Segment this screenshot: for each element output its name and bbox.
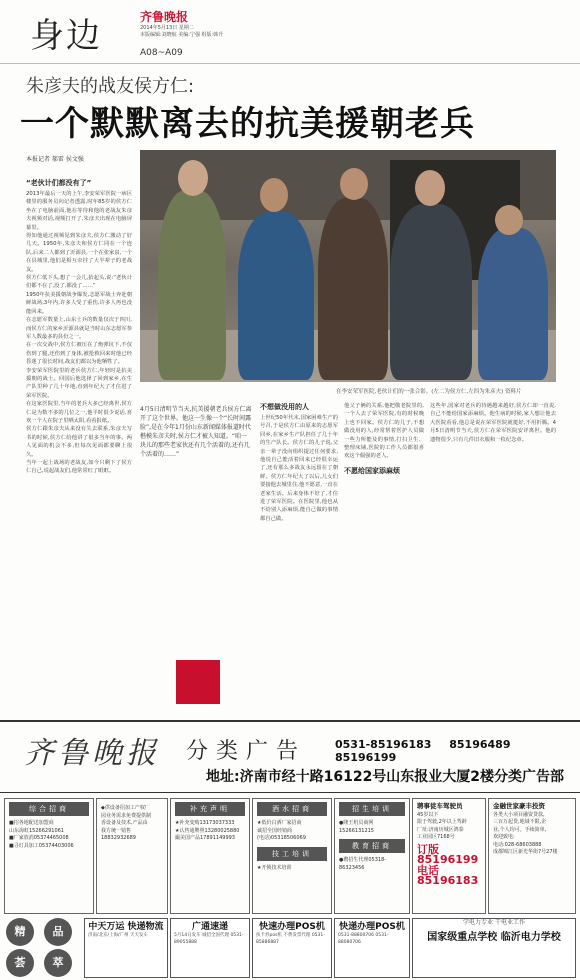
ad-line: 18832932689	[101, 835, 136, 841]
photo-person	[390, 204, 472, 380]
ad-box-liquor	[252, 798, 332, 914]
photo-face	[178, 160, 208, 196]
ad-text	[5, 819, 93, 851]
order-phone-1: 85196199	[417, 853, 479, 866]
photo-person	[478, 228, 548, 380]
ad-text: 学电力专业 干电业工作	[463, 919, 525, 926]
page-numbers: A08~A09	[140, 48, 183, 58]
ad-line: ●聘招生代理05318-86323456	[339, 857, 387, 871]
ad-line: 三百万起贷,地域不限,企	[493, 819, 547, 825]
ad-title: 中天万运 快递物流	[88, 922, 164, 932]
bottom-ad-pos-2	[334, 918, 410, 978]
ad-line: 山东海虹15266291061	[9, 827, 64, 834]
paragraph: 在一次交战中,侯方仁被压在了炮弹坑下,不仅伤到了腿,还伤到了身体,被抢救回来时他已经昏迷了很长时间,战友们都以为他牺牲了。	[26, 342, 132, 366]
ad-tag: 综合招商	[9, 802, 89, 816]
photo-face	[415, 170, 445, 206]
ad-line: 欢迎致电:	[493, 834, 515, 840]
article-column-3: 上世纪50年代末,国家困难生产的号召,于是侯方仁由原来的志愿军回乡,在家乡生产队担任了几十年的生产队长。侯方仁的儿子说,父亲一辈子没向组织提过任何要求,他说自己能活着回来已经很幸运了,还有那么多战友永远留在了朝鲜。侯方仁年纪大了以后,儿女们要接他去城里住,他不愿意,一直在老家生活。后来身体不好了,才住进了荣军医院。在医院里,他也从不给别人添麻烦,能自己做的事情都自己做。	[260, 415, 338, 522]
classifieds-address: 地址:济南市经十路16122号山东报业大厦2楼分类广告部	[206, 769, 565, 785]
section-heading-3: 不愿给国家添麻烦	[344, 466, 400, 475]
ad-title: 快速办理POS机	[259, 922, 325, 932]
article-byline: 本报记者 郝雷 侯文强	[26, 156, 84, 163]
ad-line: 各类大小项目融资贷款,	[493, 811, 545, 818]
ad-title: 国家级重点学校 临沂电力学校	[427, 931, 561, 943]
order-phone-2: 85196183	[417, 874, 479, 887]
article-column-5: 这些年,国家对老兵的待遇越来越好,侯方仁却一直说,自己不能给国家添麻烦。他生病的时候,家人想让他去大医院看看,他总是说在荣军医院就挺好,不用折腾。4月5日清明节当天,侯方仁在荣军医院安详离世。他的遗物很少,只有几件旧衣服和一枚纪念章。	[430, 403, 556, 443]
paragraph: 李安荣军医院里的老兵侯方仁,年轻时是抗美援朝的战士。回国后他选择了回到家乡,在生产队里种了几十年地,直到年纪大了才住进了荣军医院。	[26, 367, 132, 399]
order-label: 订版	[417, 842, 439, 856]
section-heading-1: “老伙计们都没有了”	[26, 179, 92, 187]
ad-title: 快递办理POS机	[339, 922, 405, 932]
badge-char: 品	[44, 918, 72, 946]
pull-quote: 4月5日清明节当天,抗美援朝老兵侯方仁离开了这个世界。他这一生像一个“长时间露脸”,是在今年1月份山东新闻媒体报道时代楷模朱彦夫时,侯方仁才被人知道。“咱一块儿的那些老家伙还有几个活着的,还有几个活着的……”	[140, 406, 252, 458]
ad-line: ★认售通牌照13280025880	[175, 827, 240, 834]
ad-title: 广通速递	[191, 922, 228, 932]
bottom-ad-school	[412, 918, 576, 978]
ad-box-processing	[96, 798, 168, 914]
ad-line: 业,个人均可。手续简单,	[493, 826, 547, 833]
badge-char: 萃	[44, 949, 72, 977]
ad-line: ■招各地配送加盟商	[9, 820, 54, 826]
bottom-ad-pos-1	[252, 918, 332, 978]
ad-line: 我方统一销售	[101, 827, 132, 834]
ad-tag: 招生培训	[339, 802, 405, 816]
article-column-4	[344, 402, 424, 702]
issue-meta	[140, 25, 223, 39]
ad-line: 电话:028-68603888	[493, 841, 542, 848]
ad-line: ◆供设备招加工产权厂	[101, 805, 150, 811]
issue-date: 2014年5月13日 星期二	[140, 25, 194, 31]
article-subhead: 朱彦夫的战友侯方仁:	[26, 76, 195, 97]
ad-text: 0531-88800706 0531-88080706	[338, 933, 389, 945]
ad-line: 诚招全国经销商	[257, 827, 293, 834]
ad-line: 撮美国产品17891149993	[175, 835, 235, 841]
ad-line: 工业园区7168号	[417, 834, 455, 840]
classifieds-rule	[0, 792, 580, 793]
ad-heading: 聘事徒车驾驶员	[417, 802, 463, 810]
ad-line: 园业务需求免费提供制	[101, 812, 152, 819]
paragraph: 1950年抗美援朝战争爆发,志愿军战士奔赴朝鲜战场,3年内,许多人受了重伤,许多人再也没能回来。	[26, 291, 132, 315]
ad-tag: 技工培训	[257, 847, 327, 861]
ad-text	[335, 819, 409, 836]
section-heading-2: 不想做没用的人	[260, 403, 309, 411]
paragraph: 侯方仁低下头,想了一会儿,抬起头,说:“老伙计们都不在了,没了,都没了……”	[26, 275, 132, 290]
ad-tag: 教育招商	[339, 839, 405, 853]
ad-box-statements	[170, 798, 250, 914]
photo-face	[260, 178, 288, 212]
paragraph: 在这家医院里,当年的老兵大多已经离世,侯方仁是为数不多的几位之一,他平时很少说话,喜欢一个人在院子里晒太阳,看看报纸。	[26, 401, 132, 424]
article-photo	[140, 150, 556, 382]
ad-box-training	[334, 798, 410, 914]
ad-line: 45岁以下	[417, 811, 439, 818]
ad-box-general-merchants	[4, 798, 94, 914]
ad-text	[489, 799, 575, 858]
ad-text: 扶卡券pos机 不费发票代理 0531-85886887	[256, 933, 325, 945]
ad-line: ★开锁技术培训	[257, 864, 292, 871]
ad-box-drivers	[412, 798, 486, 914]
ad-line: ★补充变购13173037333	[175, 820, 235, 826]
ad-text	[413, 799, 485, 889]
ad-line: ★低价白酒厂家招商	[257, 820, 302, 826]
paper-logo: 齐鲁晚报	[140, 10, 189, 24]
ad-line: 限于驾驶,2年以上驾龄	[417, 819, 467, 825]
ad-text: 济南/北京/上海/广州 天天发车	[88, 933, 148, 938]
photo-caption: 在李安荣军医院,老伙计们的一张合影。(左二为侯方仁,左四为朱彦夫) 资料片	[336, 389, 522, 395]
photo-face	[340, 168, 368, 200]
article-headline: 一个默默离去的抗美援朝老兵	[20, 104, 475, 144]
jingpin-badge	[4, 918, 80, 978]
article-column-1	[26, 190, 132, 710]
ad-box-finance	[488, 798, 576, 914]
ad-line: ■厂家放消05374465008	[9, 835, 69, 841]
paragraph: 在志愿军数量上,山东士兵的数量仅次于四川,而侯方仁的家乡沂源县就是当时山东志愿军参军人数最多的县份之一。	[26, 317, 132, 340]
ad-heading: 金融世家豪丰投资	[493, 802, 545, 810]
badge-char: 荟	[6, 949, 34, 977]
ad-text	[253, 864, 331, 874]
red-accent-block	[176, 660, 220, 704]
classifieds-brand: 齐鲁晚报	[24, 736, 160, 771]
ad-text	[335, 856, 409, 873]
ad-text	[171, 819, 249, 844]
ad-line: ■寻灯具加工05374403006	[9, 842, 74, 849]
classifieds-phones: 0531-85196183 85196489 85196199	[335, 738, 511, 764]
page-header	[0, 0, 580, 66]
editors-line: 本版编辑:刘晓航 美编:宁强 组版:韩升	[140, 32, 224, 38]
ad-line: 厂址:济南历城区鸿泰	[417, 826, 464, 833]
classifieds-divider	[0, 720, 580, 722]
section-title: 身边	[30, 16, 102, 56]
bottom-ad-express	[170, 918, 250, 978]
ad-line: 成都锦江区新光华街7号27楼	[493, 849, 558, 855]
paragraph: 当年一起上战场的老战友,如今只剩下了侯方仁自己,说起战友们,他常常红了眼眶。	[26, 460, 132, 475]
ad-line: 香设备及技术,产品由	[101, 820, 148, 826]
ad-text	[253, 819, 331, 844]
paragraph: 他父子俩的关系,他把敬老院里的,一个人去了荣军医院,有的时候晚上也不回家。侯方仁的儿子,不想做没用的人,经常帮着医护人员做一些力所能及的事情,打扫卫生、整理床铺,医院的工作人员都很喜欢这个倔强的老人。	[344, 403, 424, 460]
ad-text: 5月14日发车 诚招全国代理 0531-89055888	[174, 933, 244, 945]
photo-person	[318, 198, 388, 380]
phone-label: 电话	[417, 863, 439, 877]
order-line	[417, 863, 481, 888]
bottom-ad-logistics	[84, 918, 168, 978]
photo-face	[495, 205, 523, 235]
ad-tag: 补充声明	[175, 802, 245, 816]
classifieds-title: 分类广告	[186, 739, 307, 764]
paragraph: 侯方仁跟朱彦夫从来没有失去联系,朱彦夫写书的时候,侯方仁给他讲了很多当年的事。两人见面的机会不多,但每次见面都要聊上很久。	[26, 426, 132, 458]
ad-line: ●隆王机员商网15266131215	[339, 820, 374, 834]
badge-char: 精	[6, 918, 34, 946]
paragraph: 得知他通过视频见到朱彦夫,侯方仁激动了好几天。1950年,朱彦夫和侯方仁同在一个连队,后来二人都到了沂源县,一个在张家泉,一个在县城里,他们是相互牵挂了大半辈子的老战友。	[26, 233, 132, 273]
ad-tag: 酒水招商	[257, 802, 327, 816]
header-divider	[0, 63, 580, 64]
photo-person	[238, 212, 314, 380]
photo-person	[158, 190, 226, 380]
ad-text	[97, 799, 167, 844]
ad-line: (电话)05318506069	[257, 835, 306, 841]
paragraph: 2013年最后一天的上午,李安荣军医院一病区楼里的服务员向记者透露,时年85岁的侯方仁坐在了电脑前面,他在等待和他的老战友朱彦夫视频对话,视频打开了,朱彦夫出现在电脑屏幕里。	[26, 191, 132, 231]
